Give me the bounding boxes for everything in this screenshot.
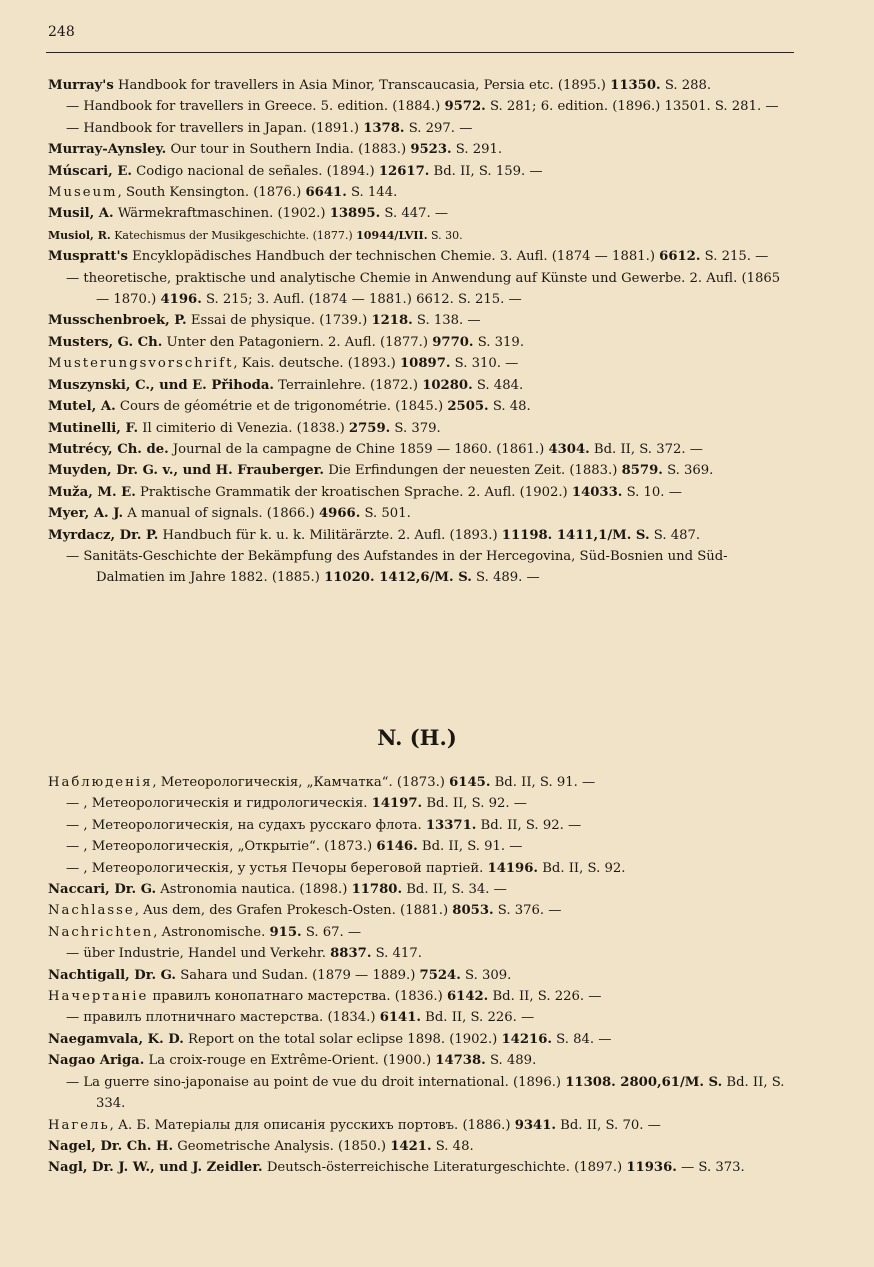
index-entry — [48, 375, 794, 396]
entry-shelf-number: 13895. — [329, 206, 381, 222]
entry-title: — Handbook for travellers in Japan. (1891.) — [66, 120, 364, 136]
index-entry — [48, 1157, 794, 1178]
entry-title: Cours de géométrie et de trigonométrie. (1845.) — [115, 399, 448, 415]
entry-title: — , Метеорологическія, „Открытіе“. (1873.) — [66, 839, 377, 855]
entry-shelf-number: 6142. — [446, 989, 489, 1005]
entry-shelf-number: 6146. — [376, 839, 418, 855]
entry-shelf-number: 12617. — [378, 163, 430, 179]
entry-title: Sahara und Sudan. (1879 — 1889.) — [176, 967, 420, 983]
entry-shelf-number: 11780. — [351, 882, 403, 898]
index-entry — [48, 96, 794, 117]
entry-author: Múscari, E. — [48, 163, 132, 179]
entry-title: Wärmekraftmaschinen. (1902.) — [113, 206, 330, 222]
index-entry — [48, 546, 794, 589]
entry-page-ref: S. 310. — — [450, 356, 519, 372]
entry-shelf-number: 10897. — [400, 356, 451, 372]
entry-title: — theoretische, praktische und analytische Chemie in Anwendung auf Künste und Gewerbe. 2. Aufl. (1865 — 1870.) — [66, 270, 781, 308]
section-heading: N. (H.) — [377, 725, 457, 750]
entry-author: Nachtigall, Dr. G. — [48, 967, 177, 983]
entry-author: Nagao Ariga. — [48, 1053, 145, 1069]
entry-author: Musters, G. Ch. — [48, 334, 163, 350]
entry-shelf-number: 11198. 1411,1/M. S. — [501, 527, 650, 543]
entry-page-ref: S. 84. — — [551, 1031, 612, 1047]
entry-author: Mutrécy, Ch. de. — [48, 441, 169, 457]
entry-page-ref: Bd. II, S. 226. — — [420, 1010, 535, 1026]
entry-shelf-number: 8837. — [330, 946, 372, 962]
entry-page-ref: S. 489. — [485, 1053, 537, 1069]
entry-shelf-number: 14216. — [501, 1031, 552, 1047]
index-entry — [48, 900, 794, 921]
entry-author: Nagel, Dr. Ch. H. — [48, 1138, 174, 1154]
entry-shelf-number: 9523. — [410, 142, 452, 158]
entry-shelf-number: 2505. — [447, 399, 489, 415]
entry-shelf-number: 14738. — [435, 1053, 486, 1069]
entry-shelf-number: 11020. 1412,6/M. S. — [324, 570, 472, 586]
entry-title: , South Kensington. (1876.) — [117, 185, 306, 201]
entry-author: Mutel, A. — [48, 399, 116, 415]
entry-author: Murray-Aynsley. — [48, 142, 167, 158]
entry-shelf-number: 1378. — [363, 120, 405, 136]
entry-title: Praktische Grammatik der kroatischen Sprache. 2. Aufl. (1902.) — [135, 484, 572, 500]
entry-page-ref: S. 215. — — [700, 249, 769, 265]
entry-title: Die Erfindungen der neuesten Zeit. (1883.) — [324, 463, 622, 479]
entry-page-ref: S. 501. — [360, 506, 411, 522]
index-entry — [48, 1072, 794, 1115]
entry-page-ref: Bd. II, S. 372. — — [589, 441, 703, 457]
entry-shelf-number: 14196. — [487, 860, 539, 876]
entry-title: — Handbook for travellers in Greece. 5. edition. (1884.) — [66, 99, 445, 115]
entry-title: , Aus dem, des Grafen Prokesch-Osten. (1881.) — [134, 903, 453, 919]
index-entry — [48, 772, 794, 793]
entry-author: Murray's — [48, 78, 114, 93]
entry-title: Essai de physique. (1739.) — [186, 313, 372, 329]
page-number: 248 — [48, 24, 75, 40]
entry-page-ref: S. 447. — — [380, 206, 449, 222]
entry-list-top — [48, 75, 794, 589]
index-entry — [48, 182, 794, 203]
index-entry — [48, 793, 794, 814]
index-entry — [48, 418, 794, 439]
entry-title: Katechismus der Musikgeschichte. (1877.) — [110, 228, 357, 242]
entry-shelf-number: 4966. — [318, 506, 361, 522]
index-entry — [48, 943, 794, 964]
entry-shelf-number: 6641. — [305, 185, 347, 201]
index-entry — [48, 203, 794, 224]
entry-page-ref: Bd. II, S. 92. — — [476, 817, 582, 833]
entry-page-ref: Bd. II, S. 91. — — [490, 775, 596, 790]
entry-shelf-number: 1218. — [371, 313, 413, 329]
entry-page-ref: S. 215; 3. Aufl. (1874 — 1881.) 6612. S. 215. — — [201, 292, 522, 308]
entry-shelf-number: 4304. — [548, 441, 590, 457]
entry-title: Handbook for travellers in Asia Minor, Transcaucasia, Persia etc. (1895.) — [113, 78, 611, 93]
index-entry — [48, 139, 794, 160]
entry-title: Report on the total solar eclipse 1898. (1902.) — [183, 1031, 502, 1047]
entry-title: Unter den Patagoniern. 2. Aufl. (1877.) — [162, 334, 433, 350]
entry-title: Codigo nacional de señales. (1894.) — [131, 163, 379, 179]
index-entry — [48, 1029, 794, 1050]
entry-shelf-number: 4196. — [160, 292, 202, 308]
index-entry — [48, 1115, 794, 1136]
entry-title: Handbuch für k. u. k. Militärärzte. 2. Aufl. (1893.) — [158, 527, 502, 543]
index-entry — [48, 268, 794, 311]
index-entry — [48, 836, 794, 857]
entry-page-ref: S. 30. — [427, 228, 463, 242]
entry-shelf-number: 11308. 2800,61/M. S. — [565, 1074, 723, 1090]
entry-page-ref: Bd. II, S. 91. — — [417, 839, 523, 855]
entry-keyword: Нагель — [48, 1117, 110, 1133]
entry-page-ref: — S. 373. — [676, 1160, 745, 1176]
entry-page-ref: S. 379. — [390, 420, 441, 436]
entry-shelf-number: 6612. — [659, 249, 701, 265]
entry-page-ref: S. 10. — — [622, 484, 682, 500]
index-entry — [48, 815, 794, 836]
entry-page-ref: S. 48. — [488, 399, 531, 415]
entry-title: Deutsch-österreichische Literaturgeschichte. (1897.) — [262, 1160, 627, 1176]
entry-title: Il cimiterio di Venezia. (1838.) — [138, 420, 349, 436]
entry-shelf-number: 1421. — [390, 1138, 432, 1154]
index-entry — [48, 922, 794, 943]
entry-page-ref: S. 297. — — [404, 120, 473, 136]
index-entry — [48, 1007, 794, 1028]
entry-author: Muspratt's — [48, 249, 128, 265]
entry-title: , А. Б. Матеріалы для описанія русскихъ портовъ. (1886.) — [109, 1117, 515, 1133]
entry-page-ref: Bd. II, S. 70. — — [555, 1117, 661, 1133]
entry-page-ref: S. 144. — [346, 185, 398, 201]
entry-shelf-number: 6145. — [449, 775, 491, 790]
entry-title: — , Метеорологическія, у устья Печоры береговой партіей. — [66, 860, 488, 876]
entry-title: , Метеорологическія, „Камчатка“. (1873.) — [152, 775, 450, 790]
index-entry — [48, 986, 794, 1007]
entry-title: — Sanitäts-Geschichte der Bekämpfung des Aufstandes in der Hercegovina, Süd-Bosnien und Süd-Dalmatien im Jahre 1882. (1885.) — [66, 548, 728, 586]
entry-title: , Astronomische. — [153, 924, 270, 940]
index-entry — [48, 161, 794, 182]
entry-title: — über Industrie, Handel und Verkehr. — [66, 946, 331, 962]
index-entry — [48, 1136, 794, 1157]
entry-title: — La guerre sino-japonaise au point de vue du droit international. (1896.) — [66, 1074, 566, 1090]
entry-keyword: Nachlasse — [48, 903, 135, 919]
entry-shelf-number: 9572. — [444, 99, 486, 115]
entry-title: — , Метеорологическія, на судахъ русскаго флота. — [66, 817, 426, 833]
index-entry — [48, 332, 794, 353]
entry-author: Musiol, R. — [48, 228, 111, 242]
entry-page-ref: Bd. II, S. 226. — — [488, 989, 602, 1005]
entry-title: Astronomia nautica. (1898.) — [156, 882, 352, 898]
entry-shelf-number: 11936. — [626, 1160, 677, 1176]
header-rule — [46, 52, 794, 53]
entry-author: Naegamvala, K. D. — [48, 1031, 184, 1047]
entry-title: — правилъ плотничнаго мастерства. (1834.) — [66, 1010, 380, 1026]
index-entry — [48, 965, 794, 986]
entry-author: Myer, A. J. — [48, 506, 124, 522]
entry-page-ref: S. 487. — [649, 527, 701, 543]
entry-page-ref: S. 369. — [662, 463, 714, 479]
entry-author: Muyden, Dr. G. v., und H. Frauberger. — [48, 463, 325, 479]
entry-shelf-number: 14197. — [371, 796, 423, 812]
entry-page-ref: S. 376. — — [493, 903, 562, 919]
entry-shelf-number: 8053. — [452, 903, 494, 919]
entry-page-ref: S. 484. — [472, 377, 524, 393]
index-entry — [48, 482, 794, 503]
entry-author: Nagl, Dr. J. W., und J. Zeidler. — [48, 1160, 263, 1176]
entry-shelf-number: 10944/LVII. — [356, 228, 428, 242]
entry-author: Mutinelli, F. — [48, 420, 139, 436]
entry-shelf-number: 9770. — [432, 334, 474, 350]
entry-author: Musil, A. — [48, 206, 114, 222]
entry-keyword: Наблюденія — [48, 775, 153, 790]
entry-title: La croix-rouge en Extrême-Orient. (1900.) — [144, 1053, 436, 1069]
entry-shelf-number: 6141. — [379, 1010, 421, 1026]
entry-page-ref: S. 288. — [660, 78, 712, 93]
index-entry — [48, 118, 794, 139]
entry-page-ref: S. 48. — [431, 1138, 474, 1154]
entry-title: Geometrische Analysis. (1850.) — [173, 1138, 391, 1154]
index-entry — [48, 503, 794, 524]
entry-title: A manual of signals. (1866.) — [123, 506, 319, 522]
entry-shelf-number: 2759. — [348, 420, 391, 436]
entry-page-ref: Bd. II, S. 92. — [538, 860, 626, 876]
entry-title: правилъ конопатнаго мастерства. (1836.) — [148, 989, 447, 1005]
entry-list-bottom — [48, 772, 794, 1179]
entry-page-ref: Bd. II, S. 334. — [96, 1074, 785, 1112]
entry-page-ref: Bd. II, S. 159. — — [429, 163, 543, 179]
index-entry — [48, 246, 794, 267]
entry-title: , Kais. deutsche. (1893.) — [233, 356, 400, 372]
entry-page-ref: S. 67. — — [301, 924, 362, 940]
entry-author: Muszynski, C., und E. Přihoda. — [48, 377, 274, 393]
entry-page-ref: S. 417. — [371, 946, 422, 962]
entry-page-ref: S. 489. — — [471, 570, 540, 586]
entry-shelf-number: 8579. — [621, 463, 663, 479]
entry-author: Naccari, Dr. G. — [48, 882, 157, 898]
index-entry — [48, 396, 794, 417]
entry-page-ref: Bd. II, S. 34. — — [402, 882, 507, 898]
entry-page-ref: S. 291. — [451, 142, 503, 158]
entry-page-ref: S. 309. — [460, 967, 512, 983]
entry-title: Encyklopädisches Handbuch der technischen Chemie. 3. Aufl. (1874 — 1881.) — [127, 249, 660, 265]
entry-keyword: Nachrichten — [48, 924, 154, 940]
entry-shelf-number: 13371. — [425, 817, 477, 833]
entry-title: Journal de la campagne de Chine 1859 — 1860. (1861.) — [168, 441, 549, 457]
entry-shelf-number: 10280. — [422, 377, 473, 393]
entry-shelf-number: 14033. — [571, 484, 623, 500]
entry-keyword: Museum — [48, 185, 118, 201]
index-entry — [48, 525, 794, 546]
index-entry — [48, 310, 794, 331]
entry-shelf-number: 9341. — [514, 1117, 556, 1133]
entry-page-ref: S. 319. — [473, 334, 525, 350]
entry-author: Myrdacz, Dr. P. — [48, 527, 159, 543]
entry-title: Terrainlehre. (1872.) — [273, 377, 423, 393]
index-entry — [48, 879, 794, 900]
index-entry — [48, 858, 794, 879]
entry-shelf-number: 915. — [269, 924, 302, 940]
entry-page-ref: S. 138. — — [412, 313, 481, 329]
index-entry — [48, 1050, 794, 1071]
index-entry — [48, 225, 794, 246]
entry-author: Musschenbroek, P. — [48, 313, 187, 329]
index-entry — [48, 439, 794, 460]
index-entry — [48, 460, 794, 481]
entry-shelf-number: 11350. — [610, 78, 661, 93]
entry-keyword: Musterungsvorschrift — [48, 356, 234, 372]
entry-shelf-number: 7524. — [419, 967, 461, 983]
index-entry — [48, 353, 794, 374]
entry-page-ref: Bd. II, S. 92. — — [422, 796, 527, 812]
entry-title: Our tour in Southern India. (1883.) — [166, 142, 411, 158]
entry-keyword: Начертаніе — [48, 989, 149, 1005]
entry-page-ref: S. 281; 6. edition. (1896.) 13501. S. 281. — — [485, 99, 779, 115]
entry-title: — , Метеорологическія и гидрологическія. — [66, 796, 372, 812]
entry-author: Muža, M. E. — [48, 484, 136, 500]
index-entry — [48, 75, 794, 96]
